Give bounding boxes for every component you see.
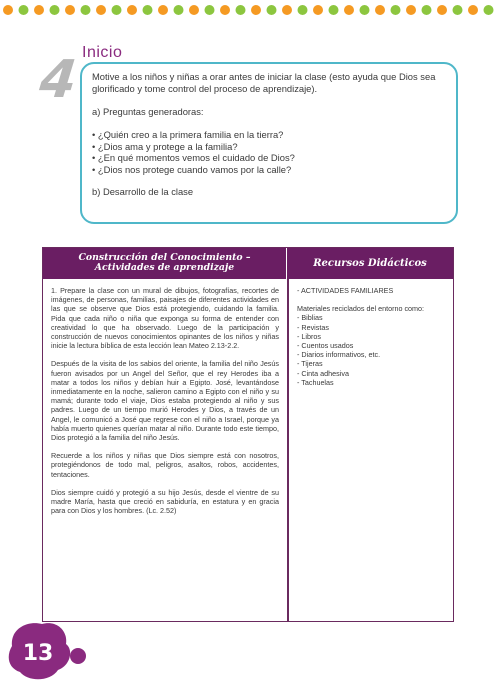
border-dot xyxy=(468,5,478,15)
activity-paragraph: 1. Prepare la clase con un mural de dibujos, fotografías, recortes de imágenes, de personas, familias, paisajes de diferentes actividades en las que se observe que Dios está protegiendo, cuidando la familia. Pida que cada niño o niña que exponga su forma de entender con creatividad lo que ha observado. Luego de la participación y construcción de nuevos conocimientos opinantes de los niños y niñas inicie la lectura bíblica de esta lección lean Mateo 2.13-2.2. xyxy=(51,286,279,351)
border-dot xyxy=(484,5,494,15)
border-dot xyxy=(298,5,308,15)
material-item: - Cinta adhesiva xyxy=(297,368,349,378)
material-item: - Revistas xyxy=(297,322,329,332)
material-item: - Biblias xyxy=(297,313,323,323)
table-header xyxy=(43,248,453,279)
border-dot xyxy=(251,5,261,15)
page-number-badge xyxy=(4,616,90,684)
materials-list xyxy=(297,313,447,387)
question-item: • ¿Dios ama y protege a la familia? xyxy=(92,140,238,152)
border-dot xyxy=(344,5,354,15)
border-dot xyxy=(65,5,75,15)
material-item: - Libros xyxy=(297,331,321,341)
border-dot xyxy=(282,5,292,15)
question-item: • ¿Quién creo a la primera familia en la tierra? xyxy=(92,129,284,140)
development-heading: b) Desarrollo de la clase xyxy=(92,186,194,197)
border-dot xyxy=(127,5,137,15)
material-item: - Tijeras xyxy=(297,359,323,369)
border-dot xyxy=(112,5,122,15)
activity-paragraph: Dios siempre cuidó y protegió a su hijo Jesús, desde el vientre de su madre María, hasta que creció en sabiduría, en estatura y en gracia para con Dios y los hombres. (Lc. 2.52) xyxy=(51,487,279,516)
border-dot xyxy=(375,5,385,15)
header-left-line1: Construcción del Conocimiento – xyxy=(78,252,251,263)
page-number: 13 xyxy=(22,641,54,666)
intro-box xyxy=(80,62,458,224)
border-dot xyxy=(391,5,401,15)
activity-paragraph: Recuerde a los niños y niñas que Dios siempre está con nosotros, protegiéndonos de todo mal, peligros, asaltos, robos, accidentes, tentaciones. xyxy=(51,451,279,479)
border-dot xyxy=(267,5,277,15)
material-item: - Diarios informativos, etc. xyxy=(297,350,381,360)
question-item: • ¿En qué momentos vemos el cuidado de Dios? xyxy=(92,152,295,163)
header-didactic-resources: Recursos Didácticos xyxy=(313,258,427,269)
decorative-dot-border xyxy=(0,3,499,17)
border-dot xyxy=(437,5,447,15)
border-dot xyxy=(143,5,153,15)
border-dot xyxy=(329,5,339,15)
resources-heading: - ACTIVIDADES FAMILIARES xyxy=(297,286,394,295)
section-number: 4 xyxy=(36,50,80,110)
questions-heading: a) Preguntas generadoras: xyxy=(92,106,204,117)
border-dot xyxy=(96,5,106,15)
border-dot xyxy=(19,5,29,15)
lesson-table xyxy=(42,247,454,622)
border-dot xyxy=(453,5,463,15)
border-dot xyxy=(34,5,44,15)
border-dot xyxy=(422,5,432,15)
resources-column xyxy=(297,286,447,387)
border-dot xyxy=(360,5,370,15)
questions-list xyxy=(92,129,446,175)
question-item: • ¿Dios nos protege cuando vamos por la calle? xyxy=(92,163,292,175)
intro-paragraph: Motive a los niños y niñas a orar antes de iniciar la clase (esto ayuda que Dios sea glorificado y tome control del proceso de aprendizaje). xyxy=(92,71,436,94)
header-left-line2: Actividades de aprendizaje xyxy=(94,262,235,273)
border-dot xyxy=(220,5,230,15)
border-dot xyxy=(158,5,168,15)
border-dot xyxy=(205,5,215,15)
activity-paragraph: Después de la visita de los sabios del oriente, la familia del niño Jesús fueron avisados por un Angel del Señor, que el rey Herodes iba a matar a todos los niños y debían huir a Egipto. José, levantándose inmediatamente en la noche, salieron camino a Egipto con el niño y su mamá; durante todo el viaje, Dios estaba protegiendo al niño y sus padres. Luego de un tiempo murió Herodes y Dios, a través de un Angel, le comunicó a José que regrese con el niño a Israel, porque ya había muerto quienes querían matar al niño. Durante todo este tiempo, Dios protegió a la familia del niño Jesús. xyxy=(51,359,279,443)
border-dot xyxy=(174,5,184,15)
column-divider xyxy=(287,279,289,621)
border-dot xyxy=(313,5,323,15)
material-item: - Cuentos usados xyxy=(297,341,354,351)
border-dot xyxy=(81,5,91,15)
border-dot xyxy=(3,5,13,15)
material-item: - Tachuelas xyxy=(297,377,334,387)
border-dot xyxy=(406,5,416,15)
border-dot xyxy=(189,5,199,15)
section-title: Inicio xyxy=(82,44,123,61)
materials-intro: Materiales reciclados del entorno como: xyxy=(297,304,425,314)
badge-dot xyxy=(70,648,86,664)
border-dot xyxy=(236,5,246,15)
activities-column xyxy=(51,286,279,524)
header-knowledge-construction xyxy=(43,248,287,279)
border-dot xyxy=(50,5,60,15)
